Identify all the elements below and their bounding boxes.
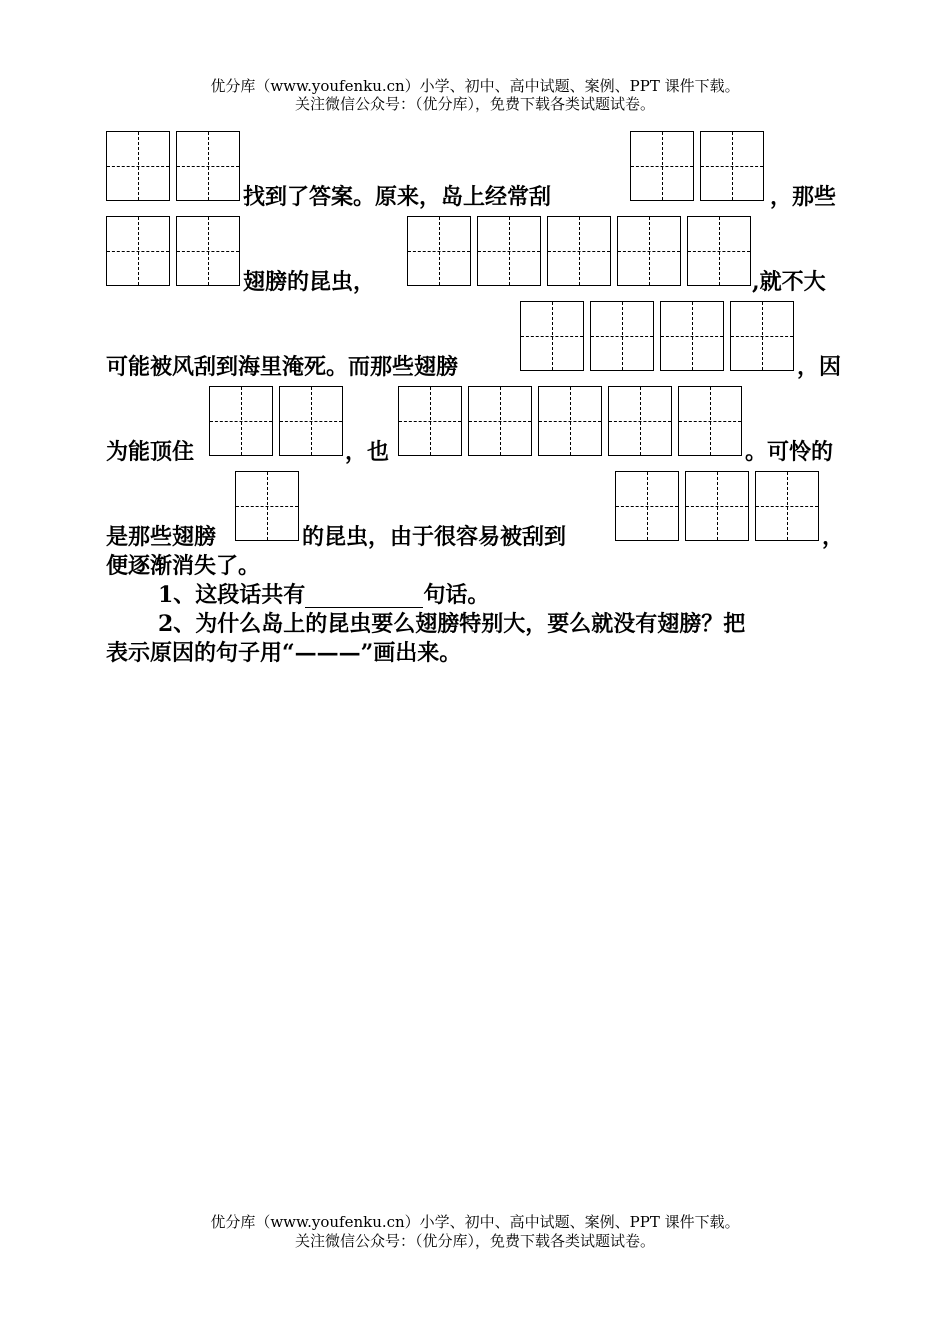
passage-row5-text-b: 的昆虫，由于很容易被刮到	[302, 524, 567, 550]
passage-row4-text-b: ，也	[345, 439, 390, 465]
passage-row5-text-a: 是那些翅膀	[106, 524, 217, 550]
passage-row6-text: 便逐渐消失了。	[106, 553, 261, 579]
writing-box[interactable]	[678, 386, 742, 456]
writing-box[interactable]	[235, 471, 299, 541]
question-2-line-2: 表示原因的句子用“———”画出来。	[106, 640, 462, 666]
writing-box[interactable]	[106, 216, 170, 286]
writing-box[interactable]	[630, 131, 694, 201]
question-1-prefix: 1、这段话共有	[158, 582, 306, 608]
writing-box[interactable]	[590, 301, 654, 371]
question-2-line-1: 2、为什么岛上的昆虫要么翅膀特别大，要么就没有翅膀？把	[158, 611, 746, 637]
writing-box[interactable]	[538, 386, 602, 456]
writing-box[interactable]	[615, 471, 679, 541]
passage-row2-text-b: ,就不大	[752, 269, 826, 295]
passage-row1-text-b: ，那些	[770, 184, 837, 210]
writing-box[interactable]	[477, 216, 541, 286]
passage-row1-text-a: 找到了答案。原来，岛上经常刮	[243, 184, 552, 210]
header-line-1: 优分库（www.youfenku.cn）小学、初中、高中试题、案例、PPT 课件下载。	[210, 77, 740, 95]
passage-row4-text-c: 。可怜的	[745, 439, 834, 465]
writing-box[interactable]	[755, 471, 819, 541]
writing-box[interactable]	[468, 386, 532, 456]
writing-box[interactable]	[730, 301, 794, 371]
question-1-suffix: 句话。	[423, 582, 490, 608]
writing-box[interactable]	[407, 216, 471, 286]
writing-box[interactable]	[608, 386, 672, 456]
passage-row3-text-b: ，因	[797, 354, 842, 380]
footer-line-1: 优分库（www.youfenku.cn）小学、初中、高中试题、案例、PPT 课件下载。	[210, 1213, 740, 1231]
answer-blank[interactable]	[305, 585, 423, 608]
writing-box[interactable]	[700, 131, 764, 201]
writing-box[interactable]	[398, 386, 462, 456]
writing-box[interactable]	[176, 216, 240, 286]
writing-box[interactable]	[106, 131, 170, 201]
writing-box[interactable]	[617, 216, 681, 286]
writing-box[interactable]	[547, 216, 611, 286]
question-1	[158, 582, 489, 608]
header-line-2: 关注微信公众号：（优分库），免费下载各类试题试卷。	[294, 95, 655, 113]
passage-row3-text-a: 可能被风刮到海里淹死。而那些翅膀	[106, 354, 459, 380]
passage-row5-text-c: ，	[822, 524, 845, 550]
footer-line-2: 关注微信公众号：（优分库），免费下载各类试题试卷。	[294, 1232, 655, 1250]
writing-box[interactable]	[687, 216, 751, 286]
passage-row4-text-a: 为能顶住	[106, 439, 195, 465]
writing-box[interactable]	[520, 301, 584, 371]
writing-box[interactable]	[685, 471, 749, 541]
writing-box[interactable]	[279, 386, 343, 456]
writing-box[interactable]	[209, 386, 273, 456]
writing-box[interactable]	[176, 131, 240, 201]
writing-box[interactable]	[660, 301, 724, 371]
passage-row2-text-a: 翅膀的昆虫，	[243, 269, 376, 295]
